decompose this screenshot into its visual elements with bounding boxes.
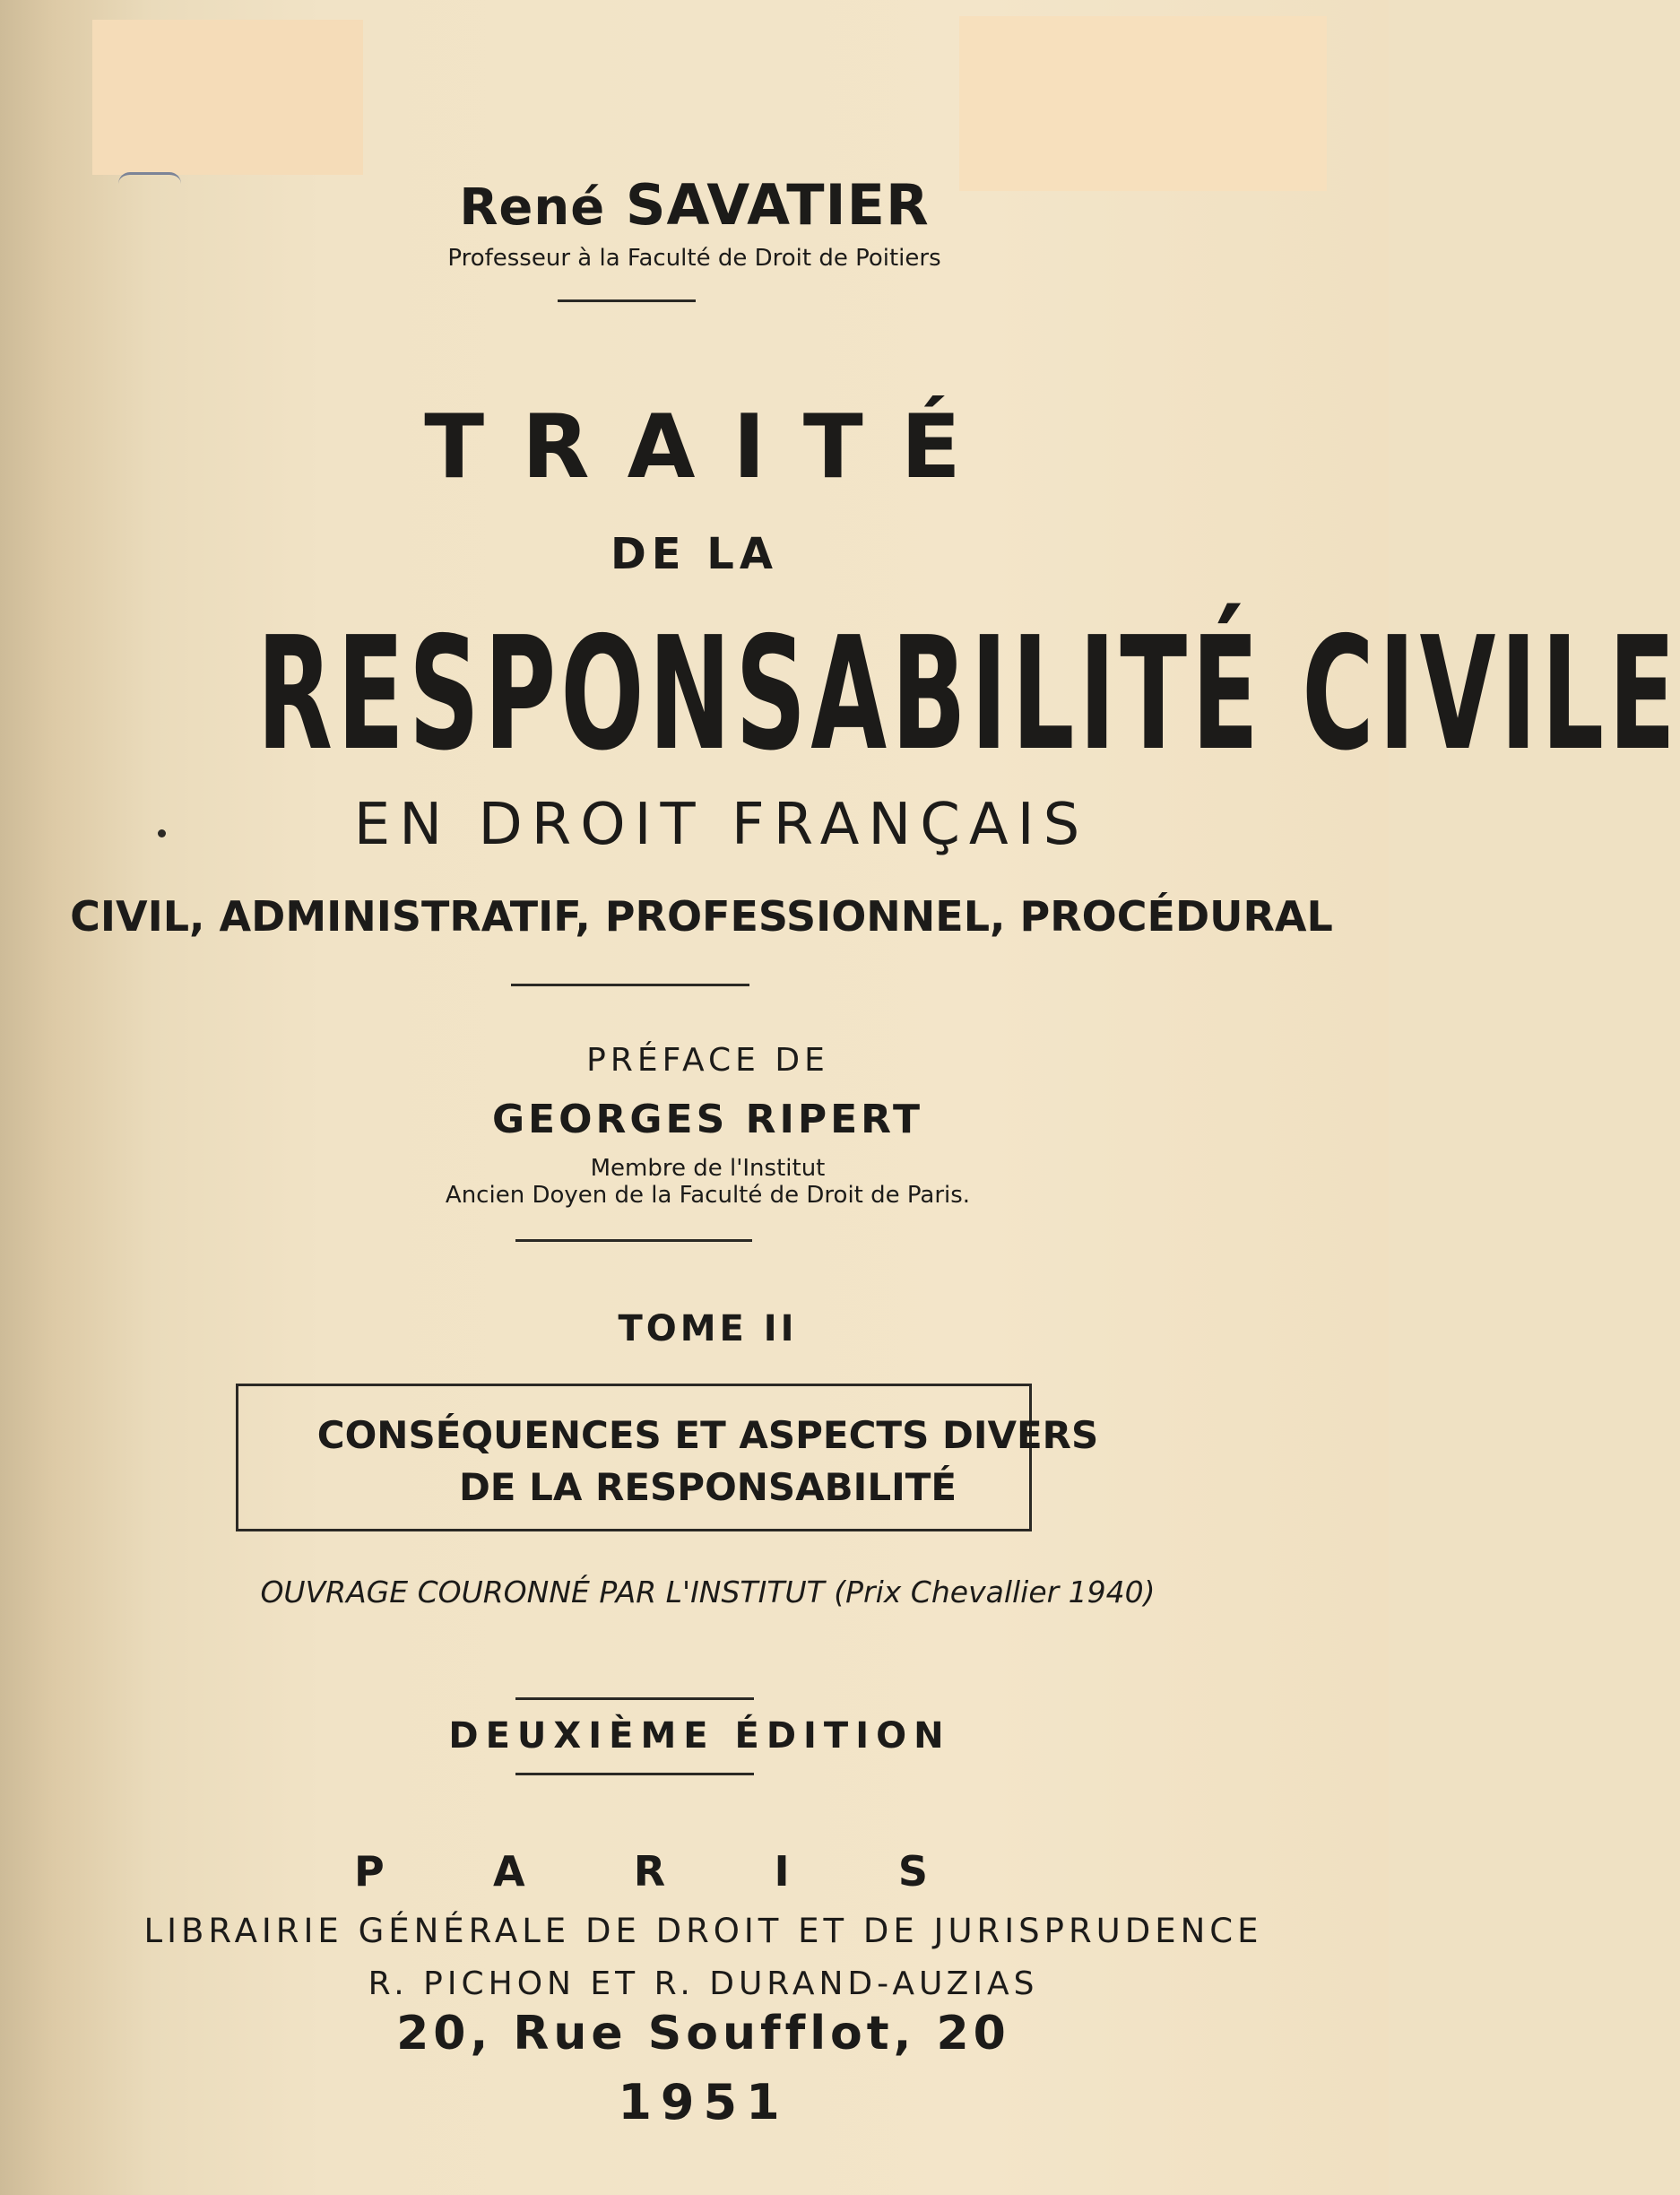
city-letter: I — [774, 1847, 790, 1896]
book-title-main: RESPONSABILITÉ CIVILE — [256, 603, 1680, 785]
publisher-owners: R. PICHON ET R. DURAND-AUZIAS — [368, 1965, 1039, 2002]
paper-patch-right — [959, 16, 1327, 191]
tome-number: TOME II — [618, 1308, 798, 1349]
author-title: Professeur à la Faculté de Droit de Poitiers — [447, 245, 941, 272]
divider-rule — [558, 299, 696, 302]
divider-rule — [511, 984, 749, 986]
publisher-address: 20, Rue Soufflot, 20 — [396, 2007, 1010, 2061]
preface-role-1: Membre de l'Institut — [590, 1155, 826, 1182]
book-title-de-la: DE LA — [610, 529, 779, 579]
book-title-droit-francais: EN DROIT FRANÇAIS — [353, 792, 1089, 858]
book-subtitle: CIVIL, ADMINISTRATIF, PROFESSIONNEL, PROCÉDURAL — [70, 892, 1333, 941]
publication-year: 1951 — [618, 2074, 789, 2130]
book-title-traite: TRAITÉ — [424, 396, 999, 499]
author-name — [0, 172, 1389, 238]
edition-label: DEUXIÈME ÉDITION — [448, 1715, 951, 1757]
divider-rule — [515, 1773, 754, 1775]
publisher-city — [354, 1847, 928, 1896]
award-note: OUVRAGE COURONNÉ PAR L'INSTITUT (Prix Chevallier 1940) — [260, 1575, 1156, 1609]
city-letter: P — [354, 1847, 385, 1896]
divider-rule — [515, 1239, 752, 1242]
preface-role-2: Ancien Doyen de la Faculté de Droit de Paris. — [445, 1182, 971, 1209]
paper-patch-left — [92, 20, 363, 175]
city-letter: S — [897, 1847, 928, 1896]
author-first-name: René — [459, 178, 606, 237]
volume-title-line-1: CONSÉQUENCES ET ASPECTS DIVERS — [316, 1413, 1099, 1457]
city-letter: A — [492, 1847, 525, 1896]
author-last-name: SAVATIER — [625, 172, 930, 238]
city-letter: R — [633, 1847, 666, 1896]
volume-title-line-2: DE LA RESPONSABILITÉ — [458, 1465, 957, 1509]
preface-label: PRÉFACE DE — [586, 1042, 829, 1079]
preface-author: GEORGES RIPERT — [491, 1097, 924, 1142]
divider-rule — [515, 1697, 754, 1700]
volume-title-box — [236, 1384, 1032, 1531]
publisher-name: LIBRAIRIE GÉNÉRALE DE DROIT ET DE JURISPRUDENCE — [143, 1912, 1263, 1950]
